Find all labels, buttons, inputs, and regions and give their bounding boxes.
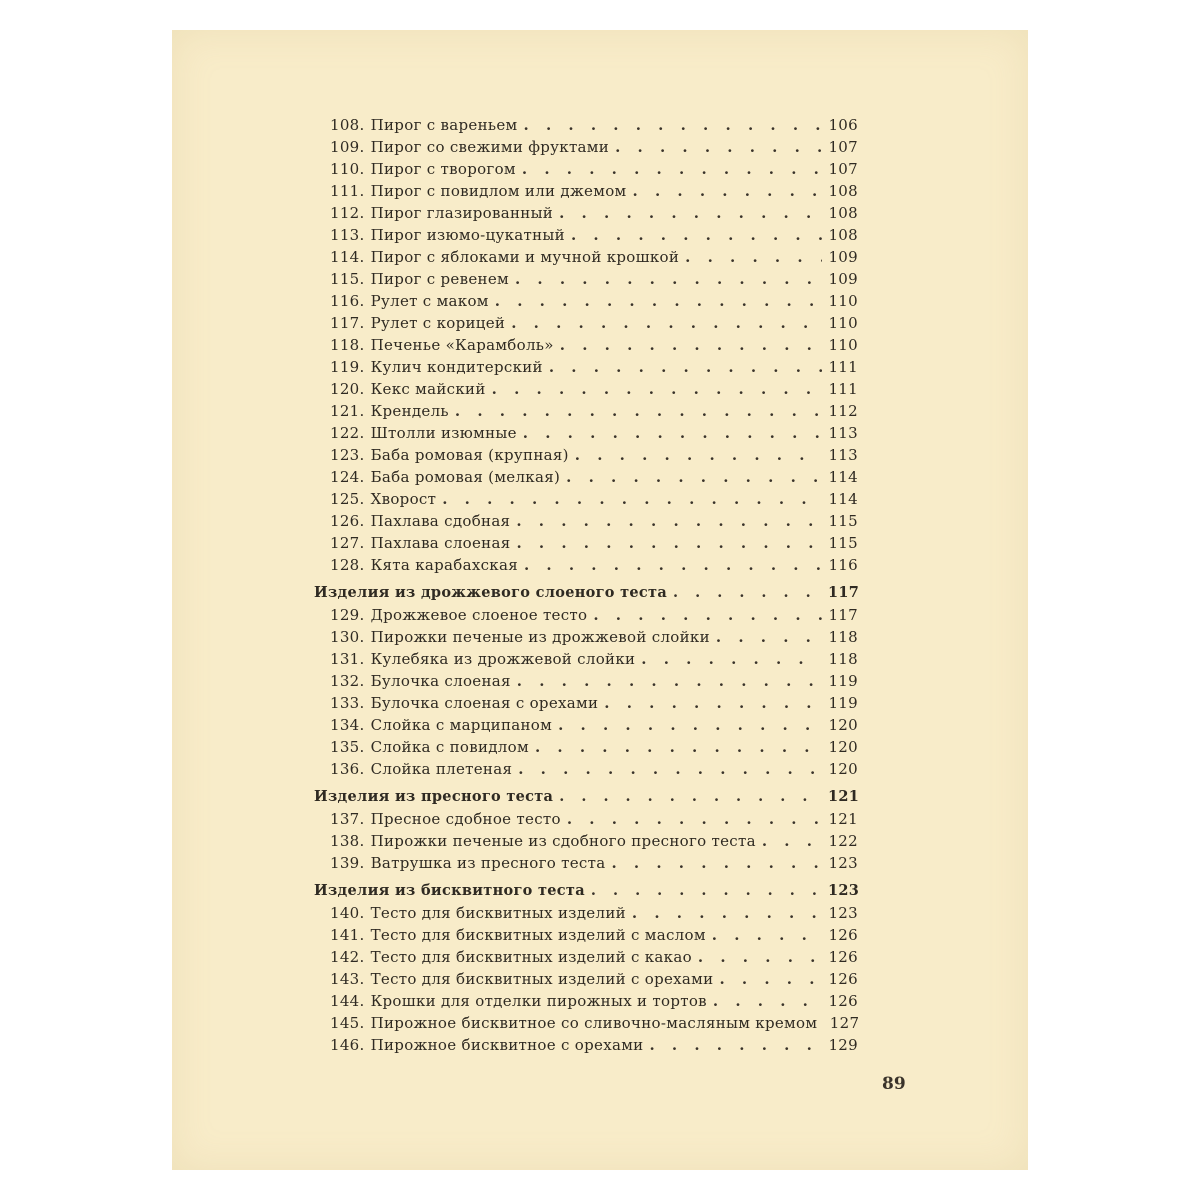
dot-leader <box>611 854 822 872</box>
entry-number: 118. <box>330 336 365 354</box>
dot-leader <box>604 694 822 712</box>
entry-number: 120. <box>330 380 365 398</box>
entry-page-number: 109 <box>828 248 858 266</box>
entry-page-number: 113 <box>828 424 858 442</box>
toc-section-heading <box>314 584 858 606</box>
dot-leader <box>698 948 822 966</box>
entry-title: Крошки для отделки пирожных и тортов <box>370 992 707 1010</box>
entry-page-number: 107 <box>828 138 858 156</box>
entry-title: Ватрушка из пресного теста <box>370 854 606 872</box>
dot-leader <box>567 810 822 828</box>
entry-page-number: 117 <box>828 584 860 601</box>
entry-number: 128. <box>330 556 365 574</box>
entry-title: Кекс майский <box>370 380 486 398</box>
entry-page-number: 118 <box>828 628 858 646</box>
toc-entry <box>330 468 858 490</box>
entry-page-number: 119 <box>828 672 858 690</box>
entry-number: 114. <box>330 248 365 266</box>
dot-leader <box>535 738 822 756</box>
entry-title: Пирожки печеные из дрожжевой слойки <box>370 628 710 646</box>
entry-title: Пахлава сдобная <box>370 512 511 530</box>
entry-title: Изделия из дрожжевого слоеного теста <box>314 584 668 601</box>
toc-entry <box>330 556 858 578</box>
entry-number: 117. <box>330 314 365 332</box>
toc-entry <box>330 992 858 1014</box>
entry-page-number: 122 <box>828 832 858 850</box>
dot-leader <box>716 628 822 646</box>
entry-number: 133. <box>330 694 365 712</box>
entry-title: Тесто для бисквитных изделий с орехами <box>370 970 714 988</box>
entry-title: Дрожжевое слоеное тесто <box>370 606 588 624</box>
entry-page-number: 112 <box>828 402 858 420</box>
entry-number: 110. <box>330 160 365 178</box>
entry-page-number: 107 <box>828 160 858 178</box>
entry-title: Слойка с марципаном <box>370 716 553 734</box>
toc-entry <box>330 204 858 226</box>
dot-leader <box>495 292 822 310</box>
entry-title: Пирог изюмо-цукатный <box>370 226 565 244</box>
toc-entry <box>330 606 858 628</box>
entry-page-number: 121 <box>828 788 860 805</box>
dot-leader <box>455 402 822 420</box>
entry-title: Изделия из пресного теста <box>314 788 554 805</box>
toc-entry <box>330 970 858 992</box>
entry-title: Печенье «Карамболь» <box>370 336 554 354</box>
toc-entry <box>330 534 858 556</box>
dot-leader <box>518 760 822 778</box>
entry-page-number: 126 <box>828 992 858 1010</box>
entry-title: Крендель <box>370 402 449 420</box>
toc-section-heading <box>314 882 858 904</box>
dot-leader <box>524 556 822 574</box>
entry-title: Баба ромовая (мелкая) <box>370 468 561 486</box>
entry-page-number: 118 <box>828 650 858 668</box>
entry-title: Пирожки печеные из сдобного пресного теста <box>370 832 756 850</box>
toc-entry <box>330 948 858 970</box>
toc-entry <box>330 926 858 948</box>
entry-title: Пирог с вареньем <box>370 116 518 134</box>
dot-leader <box>560 336 822 354</box>
dot-leader <box>523 424 822 442</box>
dot-leader <box>593 606 822 624</box>
toc-entry <box>330 832 858 854</box>
entry-page-number: 114 <box>828 490 858 508</box>
entry-title: Тесто для бисквитных изделий с маслом <box>370 926 706 944</box>
entry-number: 108. <box>330 116 365 134</box>
entry-title: Пресное сдобное тесто <box>370 810 561 828</box>
entry-number: 112. <box>330 204 365 222</box>
entry-title: Кята карабахская <box>370 556 518 574</box>
dot-leader <box>641 650 822 668</box>
entry-page-number: 123 <box>828 882 860 899</box>
entry-page-number: 116 <box>828 556 858 574</box>
entry-number: 113. <box>330 226 365 244</box>
dot-leader <box>511 314 822 332</box>
entry-title: Пирог с творогом <box>370 160 516 178</box>
entry-number: 116. <box>330 292 365 310</box>
entry-page-number: 129 <box>828 1036 858 1054</box>
entry-page-number: 114 <box>828 468 858 486</box>
entry-title: Кулебяка из дрожжевой слойки <box>370 650 636 668</box>
entry-title: Пирог с ревенем <box>370 270 509 288</box>
toc-entry <box>330 760 858 782</box>
entry-number: 124. <box>330 468 365 486</box>
entry-number: 137. <box>330 810 365 828</box>
entry-page-number: 115 <box>828 534 858 552</box>
entry-title: Пирог глазированный <box>370 204 554 222</box>
entry-number: 134. <box>330 716 365 734</box>
entry-title: Слойка с повидлом <box>370 738 529 756</box>
dot-leader <box>566 468 822 486</box>
entry-page-number: 108 <box>828 226 858 244</box>
entry-page-number: 119 <box>828 694 858 712</box>
entry-page-number: 106 <box>828 116 858 134</box>
entry-title: Тесто для бисквитных изделий с какао <box>370 948 692 966</box>
toc-entry <box>330 116 858 138</box>
toc-entry <box>330 226 858 248</box>
entry-page-number: 108 <box>828 182 858 200</box>
page-number: 89 <box>882 1074 906 1094</box>
entry-title: Пирожное бисквитное со сливочно-масляным кремом <box>370 1014 818 1032</box>
entry-number: 141. <box>330 926 365 944</box>
dot-leader <box>571 226 822 244</box>
entry-number: 146. <box>330 1036 365 1054</box>
entry-title: Кулич кондитерский <box>370 358 543 376</box>
entry-number: 119. <box>330 358 365 376</box>
entry-page-number: 127 <box>829 1014 860 1032</box>
toc-entry <box>330 1014 858 1036</box>
entry-number: 138. <box>330 832 365 850</box>
entry-number: 129. <box>330 606 365 624</box>
toc-entry <box>330 182 858 204</box>
dot-leader <box>549 358 822 376</box>
book-page <box>172 30 1028 1170</box>
toc-entry <box>330 1036 858 1058</box>
table-of-contents <box>172 30 1028 1170</box>
entry-page-number: 126 <box>828 948 858 966</box>
dot-leader <box>492 380 822 398</box>
entry-page-number: 120 <box>828 738 858 756</box>
entry-page-number: 126 <box>828 926 858 944</box>
dot-leader <box>712 926 822 944</box>
toc-entry <box>330 446 858 468</box>
entry-title: Изделия из бисквитного теста <box>314 882 585 899</box>
toc-entry <box>330 512 858 534</box>
entry-number: 142. <box>330 948 365 966</box>
toc-entry <box>330 854 858 876</box>
entry-number: 111. <box>330 182 365 200</box>
entry-title: Баба ромовая (крупная) <box>370 446 569 464</box>
entry-number: 136. <box>330 760 365 778</box>
entry-number: 125. <box>330 490 365 508</box>
entry-page-number: 108 <box>828 204 858 222</box>
dot-leader <box>762 832 822 850</box>
entry-title: Пирог с яблоками и мучной крошкой <box>370 248 680 266</box>
dot-leader <box>522 160 822 178</box>
dot-leader <box>615 138 822 156</box>
entry-title: Слойка плетеная <box>370 760 513 778</box>
entry-page-number: 117 <box>828 606 858 624</box>
toc-section-heading <box>314 788 858 810</box>
entry-number: 122. <box>330 424 365 442</box>
toc-entry <box>330 402 858 424</box>
entry-page-number: 111 <box>828 380 858 398</box>
toc-entry <box>330 650 858 672</box>
toc-entry <box>330 672 858 694</box>
dot-leader <box>516 512 822 530</box>
dot-leader <box>524 116 823 134</box>
entry-page-number: 123 <box>828 854 858 872</box>
entry-title: Рулет с корицей <box>370 314 506 332</box>
dot-leader <box>515 270 822 288</box>
dot-leader <box>559 204 822 222</box>
toc-entry <box>330 292 858 314</box>
dot-leader <box>558 716 822 734</box>
entry-title: Рулет с маком <box>370 292 489 310</box>
dot-leader <box>649 1036 822 1054</box>
entry-number: 143. <box>330 970 365 988</box>
dot-leader <box>517 672 822 690</box>
entry-page-number: 110 <box>828 336 858 354</box>
dot-leader <box>713 992 822 1010</box>
toc-entry <box>330 716 858 738</box>
entry-title: Булочка слоеная с орехами <box>370 694 599 712</box>
toc-entry <box>330 694 858 716</box>
dot-leader <box>632 904 822 922</box>
dot-leader <box>559 788 822 805</box>
toc-entry <box>330 358 858 380</box>
toc-entry <box>330 810 858 832</box>
toc-entry <box>330 314 858 336</box>
entry-number: 130. <box>330 628 365 646</box>
entry-number: 131. <box>330 650 365 668</box>
toc-entry <box>330 628 858 650</box>
entry-title: Булочка слоеная <box>370 672 511 690</box>
entry-page-number: 110 <box>828 292 858 310</box>
dot-leader <box>673 584 822 601</box>
entry-title: Штолли изюмные <box>370 424 517 442</box>
entry-number: 145. <box>330 1014 365 1032</box>
entry-number: 139. <box>330 854 365 872</box>
toc-entry <box>330 380 858 402</box>
dot-leader <box>719 970 822 988</box>
toc-entry <box>330 270 858 292</box>
entry-title: Хворост <box>370 490 437 508</box>
entry-page-number: 110 <box>828 314 858 332</box>
entry-title: Пахлава слоеная <box>370 534 511 552</box>
toc-entry <box>330 160 858 182</box>
entry-page-number: 113 <box>828 446 858 464</box>
entry-number: 121. <box>330 402 365 420</box>
entry-page-number: 115 <box>828 512 858 530</box>
entry-title: Пирожное бисквитное с орехами <box>370 1036 644 1054</box>
entry-number: 140. <box>330 904 365 922</box>
toc-entry <box>330 738 858 760</box>
entry-number: 127. <box>330 534 365 552</box>
entry-number: 115. <box>330 270 365 288</box>
toc-entry <box>330 336 858 358</box>
dot-leader <box>591 882 822 899</box>
entry-page-number: 123 <box>828 904 858 922</box>
dot-leader <box>575 446 822 464</box>
toc-entry <box>330 904 858 926</box>
entry-page-number: 126 <box>828 970 858 988</box>
entry-page-number: 109 <box>828 270 858 288</box>
entry-title: Тесто для бисквитных изделий <box>370 904 626 922</box>
dot-leader <box>633 182 823 200</box>
toc-entry <box>330 424 858 446</box>
toc-entry <box>330 138 858 160</box>
dot-leader <box>442 490 822 508</box>
toc-entry <box>330 490 858 512</box>
entry-number: 126. <box>330 512 365 530</box>
entry-page-number: 121 <box>828 810 858 828</box>
entry-page-number: 111 <box>828 358 858 376</box>
entry-page-number: 120 <box>828 760 858 778</box>
entry-page-number: 120 <box>828 716 858 734</box>
dot-leader <box>685 248 822 266</box>
entry-number: 109. <box>330 138 365 156</box>
entry-number: 135. <box>330 738 365 756</box>
entry-number: 132. <box>330 672 365 690</box>
dot-leader <box>516 534 822 552</box>
entry-title: Пирог с повидлом или джемом <box>370 182 627 200</box>
entry-number: 123. <box>330 446 365 464</box>
entry-title: Пирог со свежими фруктами <box>370 138 610 156</box>
toc-entry <box>330 248 858 270</box>
entry-number: 144. <box>330 992 365 1010</box>
